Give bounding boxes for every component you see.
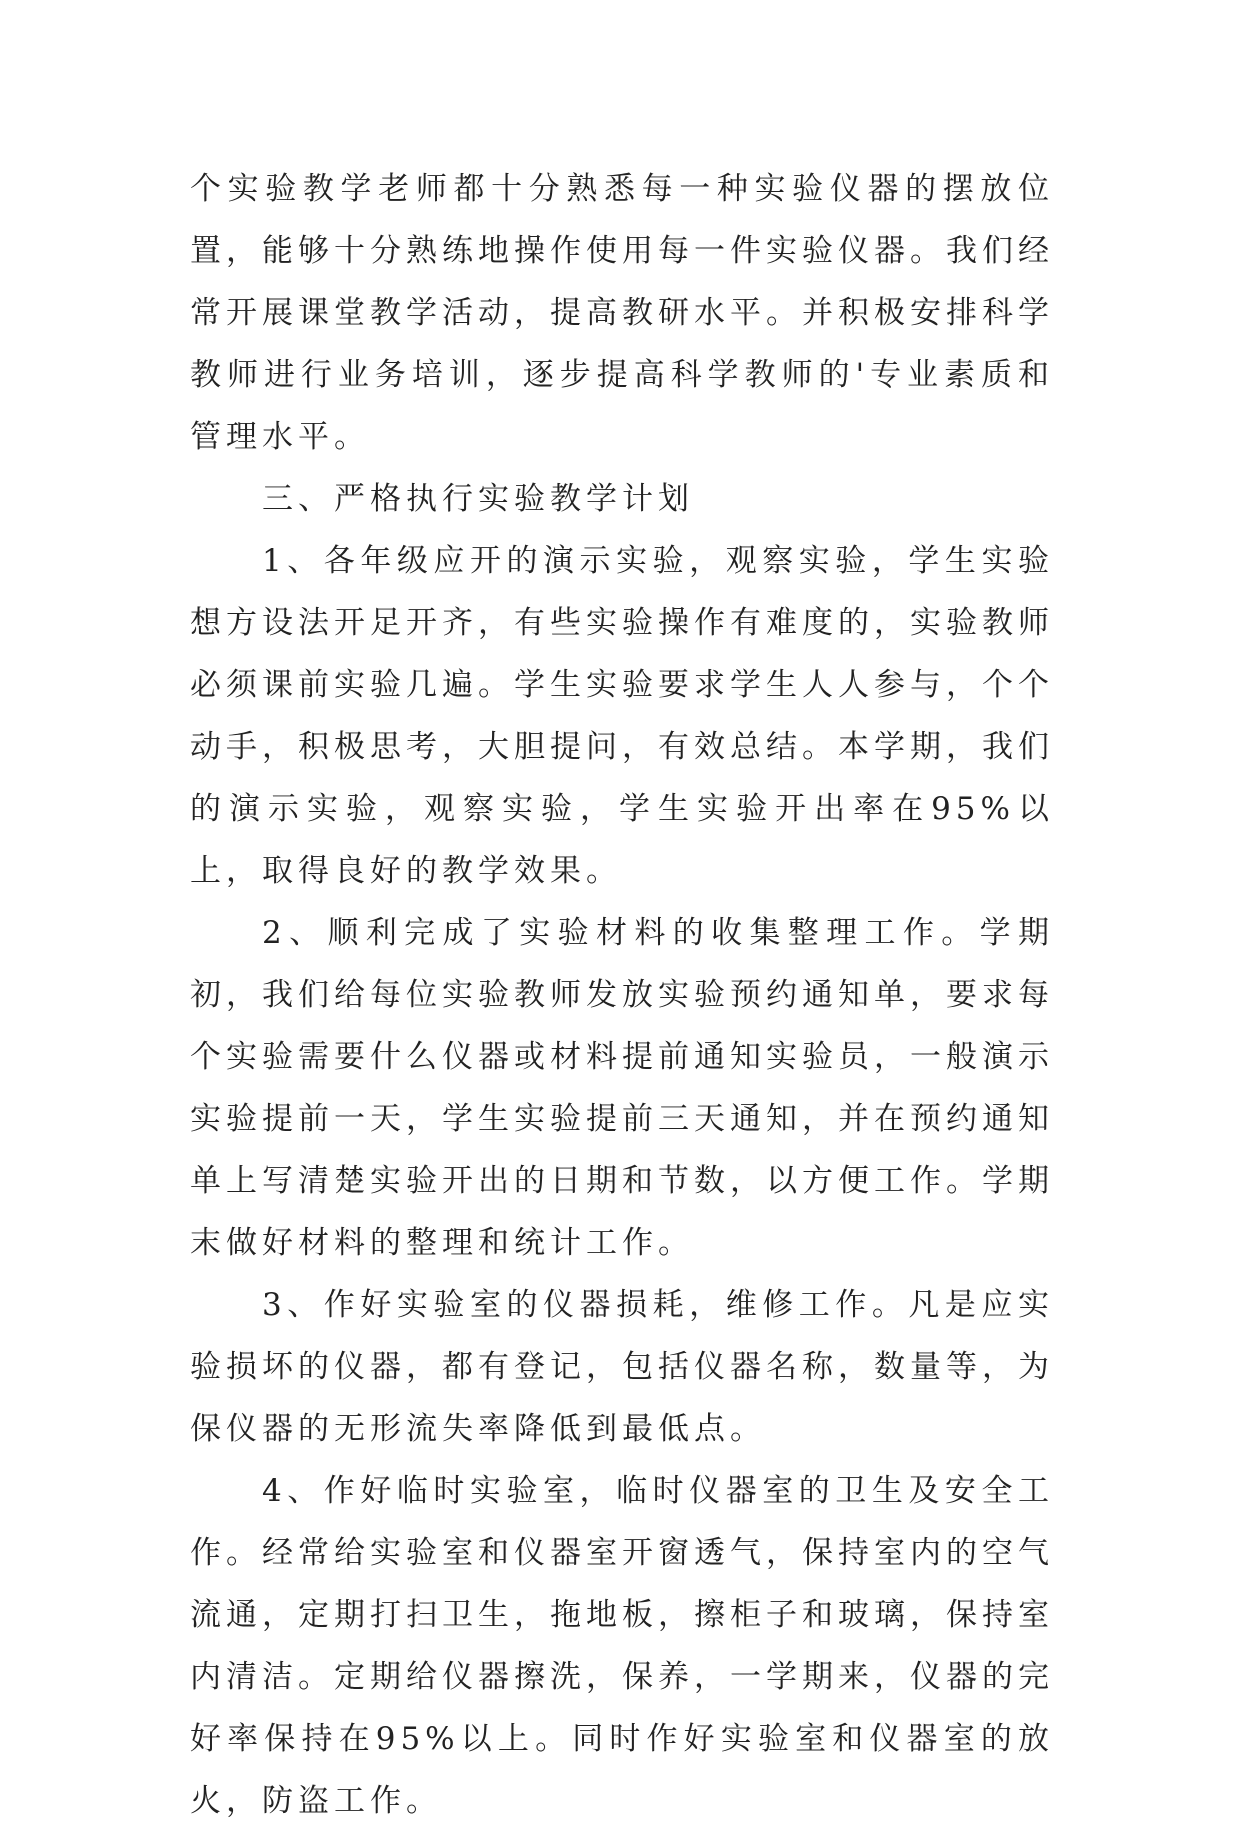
document-body	[190, 158, 1054, 1832]
section-heading: 三、严格执行实验教学计划	[262, 481, 694, 517]
paragraph-item-3: 3、作好实验室的仪器损耗，维修工作。凡是应实验损坏的仪器，都有登记，包括仪器名称，数量等，为保仪器的无形流失率降低到最低点。	[190, 1287, 1054, 1447]
paragraph-continuation: 个实验教学老师都十分熟悉每一种实验仪器的摆放位置，能够十分熟练地操作使用每一件实验仪器。我们经常开展课堂教学活动，提高教研水平。并积极安排科学教师进行业务培训，逐步提高科学教师的'专业素质和管理水平。	[190, 171, 1054, 455]
paragraph-item-4: 4、作好临时实验室，临时仪器室的卫生及安全工作。经常给实验室和仪器室开窗透气，保持室内的空气流通，定期打扫卫生，拖地板，擦柜子和玻璃，保持室内清洁。定期给仪器擦洗，保养，一学期来，仪器的完好率保持在95%以上。同时作好实验室和仪器室的放火，防盗工作。	[190, 1473, 1054, 1819]
paragraph-item-2: 2、顺利完成了实验材料的收集整理工作。学期初，我们给每位实验教师发放实验预约通知单，要求每个实验需要什么仪器或材料提前通知实验员，一般演示实验提前一天，学生实验提前三天通知，并在预约通知单上写清楚实验开出的日期和节数，以方便工作。学期末做好材料的整理和统计工作。	[190, 915, 1054, 1261]
paragraph-item-1: 1、各年级应开的演示实验，观察实验，学生实验想方设法开足开齐，有些实验操作有难度的，实验教师必须课前实验几遍。学生实验要求学生人人参与，个个动手，积极思考，大胆提问，有效总结。本学期，我们的演示实验，观察实验，学生实验开出率在95%以上，取得良好的教学效果。	[190, 543, 1054, 889]
